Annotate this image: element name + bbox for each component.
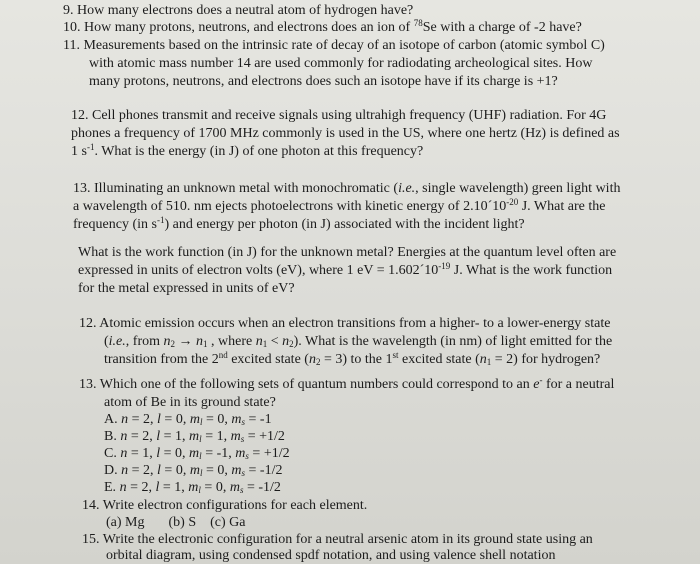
question-13a-line-1: 13. Illuminating an unknown metal with monochromatic (i.e., single wavelength) green light with <box>73 181 621 196</box>
question-13a-line-5: expressed in units of electron volts (eV), where 1 eV = $1.602´10^{-19}$ J. What is the work function <box>78 261 613 278</box>
answer-option-c: C. n = 1, l = 0, $m_l = -1$, $m_s = +1/2$ <box>104 446 290 461</box>
answer-option-b: B. n = 2, l = 1, $m_l = 1$, $m_s = +1/2$ <box>104 429 285 444</box>
question-12b-line-3: transition from the 2nd excited state $(n_2 = 3)$ to the 1st excited state $(n_1 = 2)$ for hydrogen? <box>104 350 601 367</box>
question-14: 14. Write electron configurations for each element. <box>82 498 368 513</box>
question-15-line-2: orbital diagram, using condensed spdf notation, and using valence shell notation <box>106 548 556 563</box>
question-11-line-2: with atomic mass number 14 are used commonly for radiodating archeological sites. How <box>89 56 593 71</box>
question-10: 10. How many protons, neutrons, and electrons does an ion of $^{78}$Se with a charge of -2 have? <box>63 18 582 35</box>
question-11-line-3: many protons, neutrons, and electrons does such an isotope have if its charge is +1? <box>89 74 558 89</box>
question-13a-line-3: frequency (in $s^{-1}$) and energy per photon (in J) associated with the incident light? <box>73 215 525 232</box>
answer-option-e: E. n = 2, l = 1, $m_l = 0$, $m_s = -1/2$ <box>104 480 281 495</box>
question-13a-line-2: a wavelength of 510. nm ejects photoelectrons with kinetic energy of $2.10´10^{-20}$ J. What are the <box>73 197 606 214</box>
question-13b-line-2: atom of Be in its ground state? <box>104 395 276 410</box>
question-13a-line-4: What is the work function (in J) for the unknown metal? Energies at the quantum level often are <box>78 245 617 260</box>
answer-option-a: A. n = 2, l = 0, $m_l = 0$, $m_s = -1$ <box>104 412 272 427</box>
question-12a-line-3: 1 $s^{-1}$. What is the energy (in J) of one photon at this frequency? <box>71 142 424 159</box>
question-12b-line-1: 12. Atomic emission occurs when an electron transitions from a higher- to a lower-energy state <box>79 316 611 331</box>
question-13b-line-1: 13. Which one of the following sets of quantum numbers could correspond to an e- for a neutral <box>79 375 615 392</box>
question-12b-line-2: (i.e., from $n_2 \to n_1$ , where $n_1 < n_2$). What is the wavelength (in nm) of light emitted for the <box>104 334 613 349</box>
question-13a-line-6: for the metal expressed in units of eV? <box>78 281 295 296</box>
question-9: 9. How many electrons does a neutral atom of hydrogen have? <box>63 3 414 18</box>
question-12a-line-1: 12. Cell phones transmit and receive signals using ultrahigh frequency (UHF) radiation. For 4G <box>71 108 607 123</box>
answer-option-d: D. n = 2, l = 0, $m_l = 0$, $m_s = -1/2$ <box>104 463 283 478</box>
question-15-line-1: 15. Write the electronic configuration for a neutral arsenic atom in its ground state using an <box>82 532 593 547</box>
question-14-parts: (a) Mg (b) S (c) Ga <box>106 515 246 530</box>
question-12a-line-2: phones a frequency of 1700 MHz commonly is used in the US, where one hertz (Hz) is defined as <box>71 126 620 141</box>
question-11-line-1: 11. Measurements based on the intrinsic rate of decay of an isotope of carbon (atomic symbol C) <box>63 38 605 53</box>
